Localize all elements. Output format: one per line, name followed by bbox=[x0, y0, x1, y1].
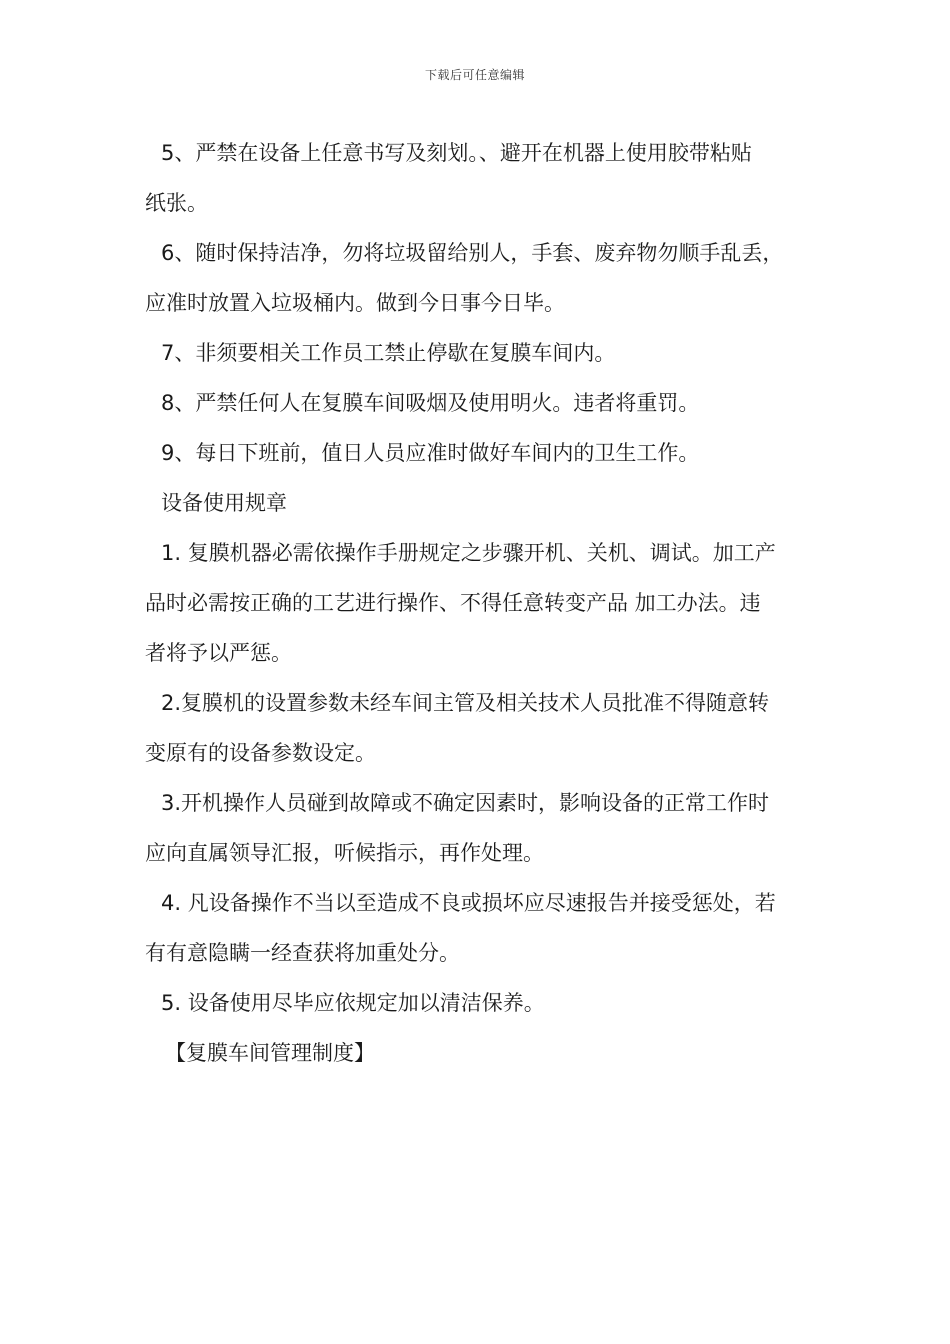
paragraph-line: 有有意隐瞒一经查获将加重处分。 bbox=[145, 941, 460, 965]
paragraph-line: 1. 复膜机器必需依操作手册规定之步骤开机、关机、调试。加工产 bbox=[161, 541, 776, 565]
paragraph-line: 应准时放置入垃圾桶内。做到今日事今日毕。 bbox=[145, 291, 565, 315]
paragraph-line: 9、每日下班前，值日人员应准时做好车间内的卫生工作。 bbox=[161, 441, 700, 465]
paragraph-line: 变原有的设备参数设定。 bbox=[145, 741, 376, 765]
section-heading: 设备使用规章 bbox=[161, 491, 287, 515]
page-header: 下载后可任意编辑 bbox=[424, 68, 525, 82]
paragraph-line: 5. 设备使用尽毕应依规定加以清洁保养。 bbox=[161, 991, 545, 1015]
document-body bbox=[145, 128, 810, 1078]
paragraph-line: 6、随时保持洁净，勿将垃圾留给别人，手套、废弃物勿顺手乱丢， bbox=[161, 241, 784, 265]
paragraph-line: 3.开机操作人员碰到故障或不确定因素时，影响设备的正常工作时 bbox=[161, 791, 770, 815]
paragraph-line: 5、严禁在设备上任意书写及刻划。、避开在机器上使用胶带粘贴 bbox=[161, 141, 752, 165]
document-title-bracketed: 【复膜车间管理制度】 bbox=[165, 1041, 375, 1065]
paragraph-line: 2.复膜机的设置参数未经车间主管及相关技术人员批准不得随意转 bbox=[161, 691, 770, 715]
paragraph-line: 者将予以严惩。 bbox=[145, 641, 292, 665]
paragraph-line: 应向直属领导汇报，听候指示，再作处理。 bbox=[145, 841, 544, 865]
paragraph-line: 8、严禁任何人在复膜车间吸烟及使用明火。违者将重罚。 bbox=[161, 391, 700, 415]
paragraph-line: 纸张。 bbox=[145, 191, 208, 215]
paragraph-line: 7、非须要相关工作员工禁止停歇在复膜车间内。 bbox=[161, 341, 616, 365]
paragraph-line: 4. 凡设备操作不当以至造成不良或损坏应尽速报告并接受惩处，若 bbox=[161, 891, 776, 915]
paragraph-line: 品时必需按正确的工艺进行操作、不得任意转变产品 加工办法。违 bbox=[145, 591, 761, 615]
